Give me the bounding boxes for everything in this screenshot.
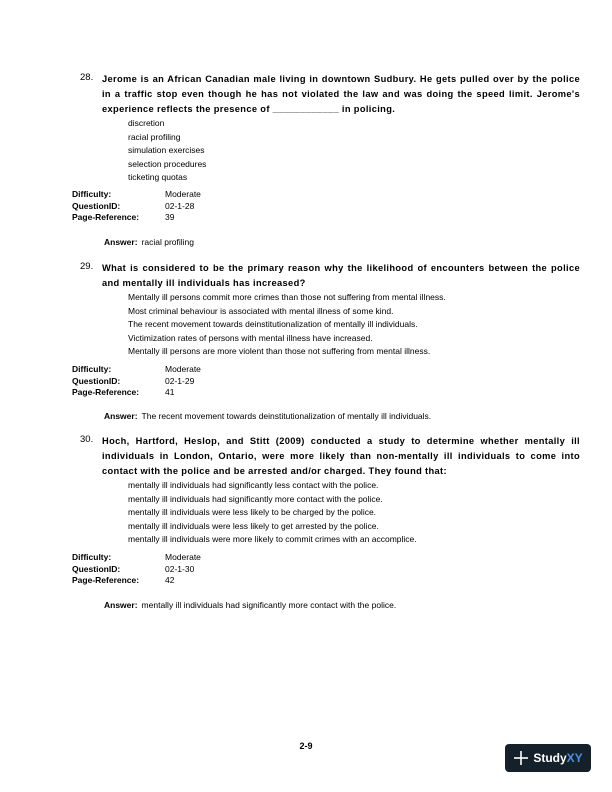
difficulty-label: Difficulty:: [72, 364, 112, 374]
page-reference-value: 39: [165, 212, 175, 222]
question-id-label: QuestionID:: [72, 563, 121, 574]
question-number: 30.: [80, 434, 94, 445]
option: mentally ill individuals had significantly more contact with the police.: [128, 493, 383, 504]
question-id-value: 02-1-28: [165, 200, 195, 211]
option: mentally ill individuals had significantly less contact with the police.: [128, 480, 379, 490]
question-id-label: QuestionID:: [72, 200, 121, 211]
option: mentally ill individuals were more likely to commit crimes with an accomplice.: [128, 534, 417, 544]
difficulty-value: Moderate: [165, 552, 201, 562]
difficulty-value: Moderate: [165, 189, 201, 199]
option: Mentally ill persons commit more crimes than those not suffering from mental illness.: [128, 292, 446, 302]
plus-icon: [513, 750, 529, 766]
question-28-metadata: [72, 189, 372, 224]
question-number: 29.: [80, 261, 94, 272]
option-list: [128, 479, 580, 547]
difficulty-label: Difficulty:: [72, 552, 112, 562]
question-text: Jerome is an African Canadian male living in downtown Sudbury. He gets pulled over by the police in a traffic stop even though he has not violated the law and was doing the speed limit. Jerome's experience reflects the presence of ____________ in policing.: [102, 74, 580, 114]
page-reference-label: Page-Reference:: [72, 387, 140, 397]
option: racial profiling: [128, 131, 181, 142]
option: mentally ill individuals were less likely to be charged by the police.: [128, 507, 377, 517]
option: simulation exercises: [128, 145, 205, 155]
question-29-answer: [104, 411, 431, 421]
question-29-metadata: [72, 364, 372, 399]
answer-label: Answer:: [104, 600, 138, 610]
question-28: [80, 72, 580, 185]
option: mentally ill individuals were less likely to get arrested by the police.: [128, 520, 379, 531]
question-29: [80, 261, 580, 359]
option: Victimization rates of persons with mental illness have increased.: [128, 332, 373, 343]
question-30-answer: [104, 600, 396, 610]
option: ticketing quotas: [128, 172, 188, 182]
page-number: 2-9: [299, 741, 313, 751]
page-reference-label: Page-Reference:: [72, 212, 140, 222]
brand-accent: XY: [566, 751, 583, 765]
question-30: [80, 434, 580, 547]
page-reference-label: Page-Reference:: [72, 575, 140, 585]
question-28-answer: [104, 237, 194, 247]
option: discretion: [128, 118, 165, 128]
difficulty-label: Difficulty:: [72, 189, 112, 199]
question-id-value: 02-1-30: [165, 563, 195, 574]
option: Mentally ill persons are more violent than those not suffering from mental illness.: [128, 346, 431, 356]
question-text: What is considered to be the primary reason why the likelihood of encounters between the police and mentally ill individuals has increased?: [102, 263, 580, 288]
brand-main: Study: [533, 751, 567, 765]
question-text: Hoch, Hartford, Heslop, and Stitt (2009) conducted a study to determine whether mentally ill individuals in London, Ontario, were more likely than non-mentally ill individuals to come into contact with the police and be arrested and/or charged. They found that:: [102, 436, 580, 476]
answer-label: Answer:: [104, 411, 138, 421]
answer-value: racial profiling: [141, 237, 194, 247]
answer-label: Answer:: [104, 237, 138, 247]
question-id-label: QuestionID:: [72, 375, 121, 386]
answer-value: The recent movement towards deinstitutionalization of mentally ill individuals.: [141, 411, 432, 421]
option-list: [128, 117, 580, 185]
answer-value: mentally ill individuals had significantly more contact with the police.: [141, 600, 397, 610]
question-30-metadata: [72, 552, 372, 587]
option-list: [128, 291, 580, 359]
option: The recent movement towards deinstitutionalization of mentally ill individuals.: [128, 319, 418, 329]
option: selection procedures: [128, 158, 207, 169]
question-number: 28.: [80, 72, 94, 83]
option: Most criminal behaviour is associated with mental illness of some kind.: [128, 305, 394, 316]
studyxy-badge[interactable]: [505, 744, 591, 772]
page-reference-value: 41: [165, 387, 175, 397]
difficulty-value: Moderate: [165, 364, 201, 374]
question-id-value: 02-1-29: [165, 375, 195, 386]
page-reference-value: 42: [165, 575, 175, 585]
